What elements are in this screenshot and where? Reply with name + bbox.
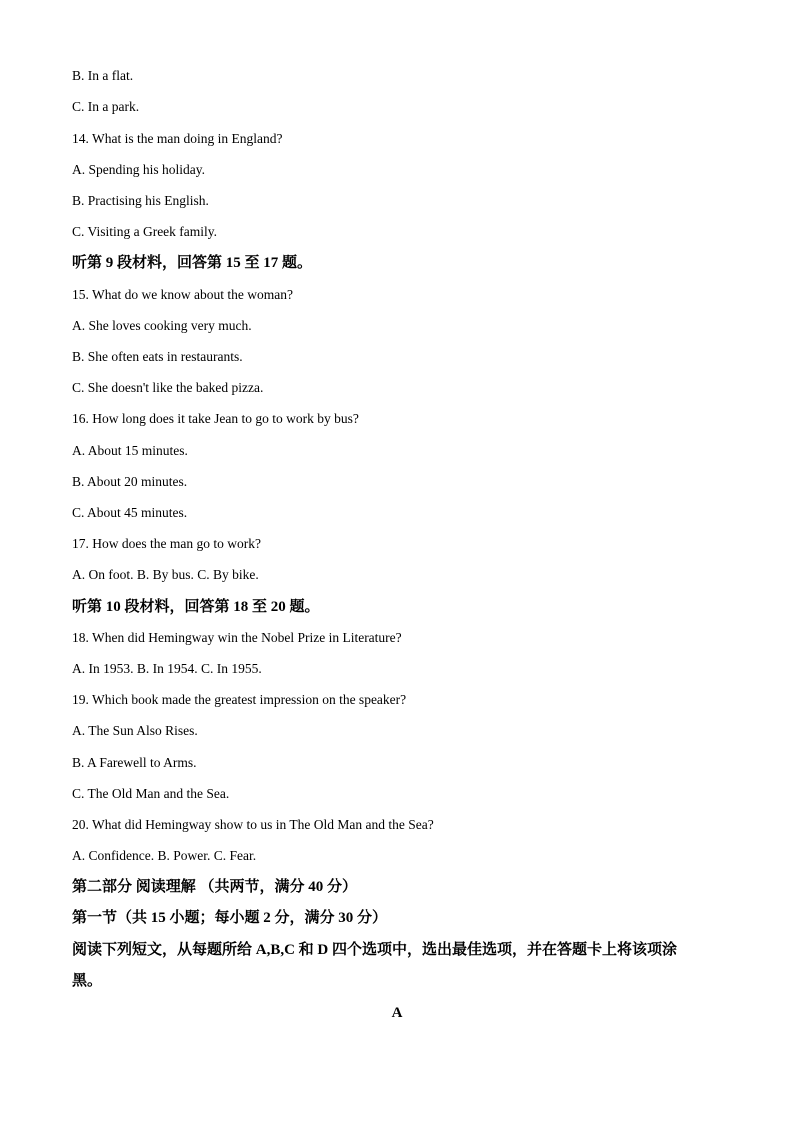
option-15b: B. She often eats in restaurants. [72,349,243,364]
option-19a: A. The Sun Also Rises. [72,723,198,738]
part-two-heading: 第二部分 阅读理解 （共两节，满分 40 分） [72,879,358,895]
options-17: A. On foot. B. By bus. C. By bike. [72,567,259,582]
instructions-line-2: 黑。 [72,973,103,989]
option-16a: A. About 15 minutes. [72,443,188,458]
options-18: A. In 1953. B. In 1954. C. In 1955. [72,661,262,676]
question-17: 17. How does the man go to work? [72,536,261,551]
question-18: 18. When did Hemingway win the Nobel Prize in Literature? [72,630,402,645]
passage-label: A [391,1005,403,1021]
options-20: A. Confidence. B. Power. C. Fear. [72,848,257,863]
option-13c: C. In a park. [72,99,140,114]
instructions-line-1: 阅读下列短文，从每题所给 A,B,C 和 D 四个选项中，选出最佳选项，并在答题卡上将该项涂 [72,942,678,958]
option-14b: B. Practising his English. [72,193,209,208]
question-15: 15. What do we know about the woman? [72,287,293,302]
question-14: 14. What is the man doing in England? [72,131,283,146]
option-15a: A. She loves cooking very much. [72,318,252,333]
question-19: 19. Which book made the greatest impression on the speaker? [72,692,407,707]
option-16c: C. About 45 minutes. [72,505,188,520]
option-13b: B. In a flat. [72,68,134,83]
section-heading-10: 听第 10 段材料，回答第 18 至 20 题。 [72,599,320,615]
question-20: 20. What did Hemingway show to us in The Old Man and the Sea? [72,817,434,832]
option-19b: B. A Farewell to Arms. [72,755,197,770]
option-15c: C. She doesn't like the baked pizza. [72,380,264,395]
option-16b: B. About 20 minutes. [72,474,188,489]
section-heading-9: 听第 9 段材料，回答第 15 至 17 题。 [72,255,313,271]
option-14c: C. Visiting a Greek family. [72,224,218,239]
section-one-heading: 第一节（共 15 小题；每小题 2 分，满分 30 分） [72,910,388,926]
option-14a: A. Spending his holiday. [72,162,205,177]
option-19c: C. The Old Man and the Sea. [72,786,230,801]
question-16: 16. How long does it take Jean to go to work by bus? [72,411,359,426]
